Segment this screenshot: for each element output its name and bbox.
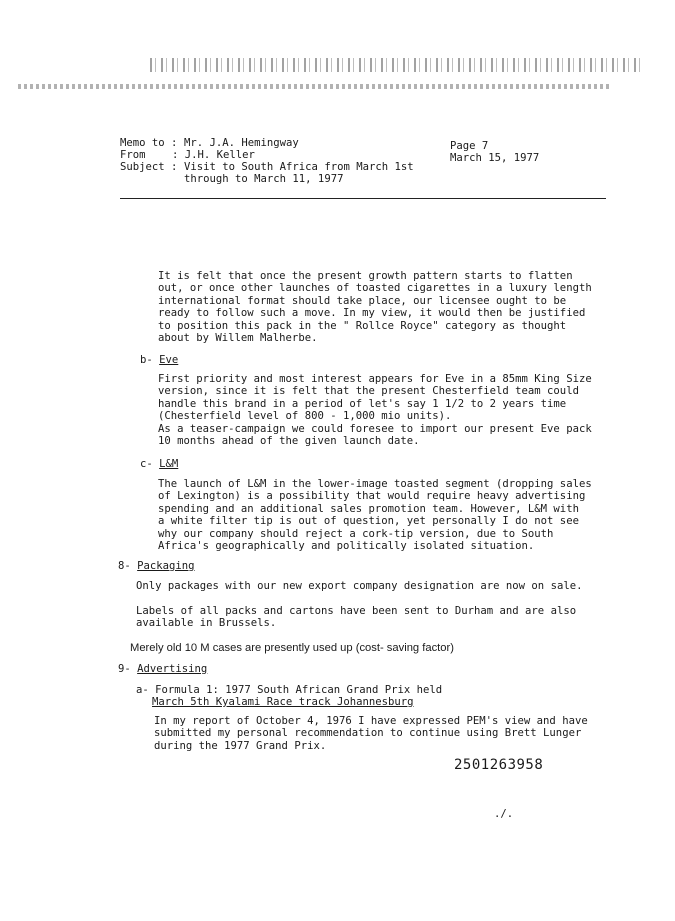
section-b-heading — [140, 354, 178, 366]
text-line: international format should take place, our licensee ought to be — [158, 294, 567, 307]
memo-to-value: Mr. J.A. Hemingway — [184, 137, 299, 149]
advertising-paragraph — [154, 715, 588, 752]
text-line: ready to follow such a move. In my view, it would then be justified — [158, 307, 586, 320]
text-line: of Lexington) is a possibility that would require heavy advertising — [158, 490, 586, 503]
section-9-title: Advertising — [137, 663, 208, 675]
text-line: In my report of October 4, 1976 I have expressed PEM's view and have — [154, 715, 588, 727]
continued-mark: ./. — [494, 808, 514, 820]
subject-line-2: through to March 11, 1977 — [184, 173, 344, 185]
text-line: during the 1977 Grand Prix. — [154, 739, 327, 752]
text-line: a white filter tip is out of question, yet personally I do not see — [158, 515, 579, 528]
section-c-title: L&M — [159, 458, 179, 470]
text-line: The launch of L&M in the lower-image toasted segment (dropping sales — [158, 478, 592, 490]
scan-noise-line — [18, 84, 610, 89]
text-line: available in Brussels. — [136, 617, 277, 630]
section-9-number: 9- — [118, 663, 138, 675]
formula1-line-2: March 5th Kyalami Race track Johannesburg — [152, 696, 414, 708]
text-line: submitted my personal recommendation to continue using Brett Lunger — [154, 727, 582, 740]
formula1-line-1: a- Formula 1: 1977 South African Grand Prix held — [136, 684, 443, 696]
section-9-heading — [118, 663, 207, 675]
packaging-paragraph-2 — [136, 605, 576, 630]
text-line: Labels of all packs and cartons have been sent to Durham and are also — [136, 605, 577, 617]
text-line: Africa's geographically and politically isolated situation. — [158, 540, 535, 553]
section-b-label: b- — [140, 354, 160, 366]
text-line: to position this pack in the " Rollce Royce" category as thought — [158, 319, 567, 332]
from-value: : J.H. Keller — [172, 149, 255, 161]
page-number: Page 7 — [450, 140, 489, 152]
header-rule — [120, 198, 606, 199]
section-8-title: Packaging — [137, 560, 195, 572]
subject-label: Subject : — [120, 161, 178, 173]
document-id: 2501263958 — [454, 757, 544, 773]
text-line: 10 months ahead of the given launch date. — [158, 435, 420, 448]
text-line: out, or once other launches of toasted cigarettes in a luxury length — [158, 282, 592, 295]
text-line: about by Willem Malherbe. — [158, 332, 318, 345]
text-line: It is felt that once the present growth pattern starts to flatten — [158, 270, 573, 282]
intro-paragraph — [158, 270, 592, 344]
memo-to-label: Memo to : — [120, 137, 178, 149]
text-line: version, since it is felt that the present Chesterfield team could — [158, 385, 579, 398]
section-c-paragraph — [158, 478, 592, 552]
section-b-paragraph — [158, 373, 592, 447]
text-line: First priority and most interest appears for Eve in a 85mm King Size — [158, 373, 592, 385]
section-b-title: Eve — [159, 354, 179, 366]
section-8-heading — [118, 560, 195, 572]
text-line: As a teaser-campaign we could foresee to import our present Eve pack — [158, 422, 592, 435]
subject-line-1: Visit to South Africa from March 1st — [184, 161, 414, 173]
section-8-number: 8- — [118, 560, 138, 572]
packaging-line-1: Only packages with our new export company designation are now on sale. — [136, 580, 583, 592]
from-label: From — [120, 149, 146, 161]
section-c-label: c- — [140, 458, 160, 470]
text-line: handle this brand in a period of let's say 1 1/2 to 2 years time — [158, 397, 567, 410]
section-c-heading — [140, 458, 178, 470]
memo-date: March 15, 1977 — [450, 152, 540, 164]
scan-noise-top — [150, 58, 645, 72]
text-line: spending and an additional sales promotion team. However, L&M with — [158, 502, 579, 515]
text-line: why our company should reject a cork-tip version, due to South — [158, 527, 554, 540]
packaging-handwritten-note: Merely old 10 M cases are presently used up (cost- saving factor) — [130, 642, 454, 654]
text-line: (Chesterfield level of 800 - 1,000 mio units). — [158, 410, 452, 423]
